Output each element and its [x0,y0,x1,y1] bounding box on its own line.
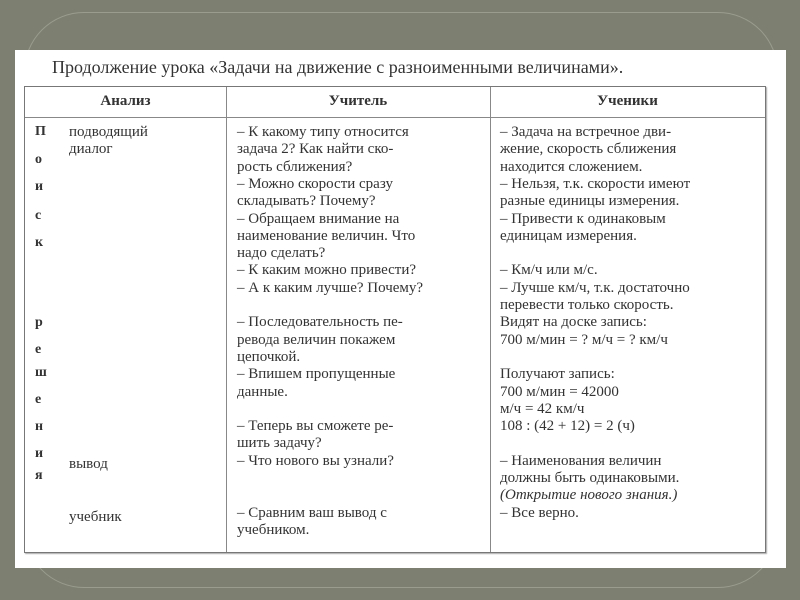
teacher-line: наименование величин. Что [237,227,416,244]
teacher-line: учебником. [237,521,310,538]
student-line: Видят на доске запись: [500,314,647,331]
teacher-line: надо сделать? [237,245,326,262]
teacher-line: – А к каким лучше? Почему? [237,279,424,296]
student-line: – Нельзя, т.к. скорости имеют [500,175,691,192]
student-line: (Открытие нового знания.) [500,487,678,504]
student-line: 700 м/мин = 42000 [500,383,619,400]
student-line: – Км/ч или м/с. [500,262,598,279]
teacher-line: – Что нового вы узнали? [237,452,394,469]
vertical-letter: П [35,124,46,139]
vertical-letter: с [35,208,42,223]
teacher-line: – Теперь вы сможете ре- [237,418,394,435]
analysis-label: вывод [69,456,108,472]
student-line: Получают запись: [500,366,615,383]
student-line: – Привести к одинаковым [500,210,666,227]
analysis-label: подводящий [69,124,148,140]
vertical-letter: н [35,419,44,434]
page-title: Продолжение урока «Задачи на движение с разноименными величинами». [52,57,624,77]
student-line: – Лучше км/ч, т.к. достаточно [500,279,690,296]
analysis-label: учебник [69,509,122,525]
vertical-letter: о [35,152,42,167]
teacher-line: – Последовательность пе- [237,314,403,331]
student-line: м/ч = 42 км/ч [500,400,585,417]
vertical-letter: и [35,179,44,194]
student-line: находится сложением. [500,158,643,175]
teacher-line: цепочкой. [237,348,301,365]
header-teacher: Учитель [328,93,388,109]
vertical-letter: и [35,446,44,461]
student-line: должны быть одинаковыми. [500,470,680,486]
teacher-line: – Обращаем внимание на [237,210,400,227]
teacher-line: складывать? Почему? [237,193,376,210]
student-line: – Наименования величин [500,452,662,469]
teacher-line: – Впишем пропущенные [237,366,396,383]
teacher-line: шить задачу? [237,435,322,452]
student-line: разные единицы измерения. [500,193,680,210]
vertical-letter: к [35,235,44,250]
student-line: жение, скорость сближения [500,141,677,158]
vertical-letter: ш [35,365,47,380]
student-line: – Задача на встречное дви- [500,124,672,140]
vertical-letter: я [35,468,43,483]
analysis-label: диалог [69,141,113,157]
teacher-line: данные. [237,383,288,400]
column-divider [226,87,227,552]
teacher-line: ревода величин покажем [237,331,396,348]
teacher-line: – Сравним ваш вывод с [237,504,387,521]
student-line: единицам измерения. [500,227,637,244]
teacher-line: – Можно скорости сразу [237,175,393,192]
teacher-line: – К каким можно привести? [237,262,417,279]
student-line: – Все верно. [500,504,579,521]
lesson-table [24,86,766,553]
student-line: 108 : (42 + 12) = 2 (ч) [500,418,635,435]
teacher-line: – К какому типу относится [237,124,409,140]
vertical-letter: е [35,392,42,407]
student-line: перевести только скорость. [500,297,674,313]
vertical-letter: р [35,315,43,330]
teacher-line: задача 2? Как найти ско- [237,141,394,158]
header-analysis: Анализ [100,93,151,109]
vertical-letter: е [35,342,42,357]
header-students: Ученики [597,93,658,109]
teacher-line: рость сближения? [237,158,353,175]
column-divider [490,87,491,552]
student-line: 700 м/мин = ? м/ч = ? км/ч [500,331,668,348]
header-divider [25,117,765,118]
